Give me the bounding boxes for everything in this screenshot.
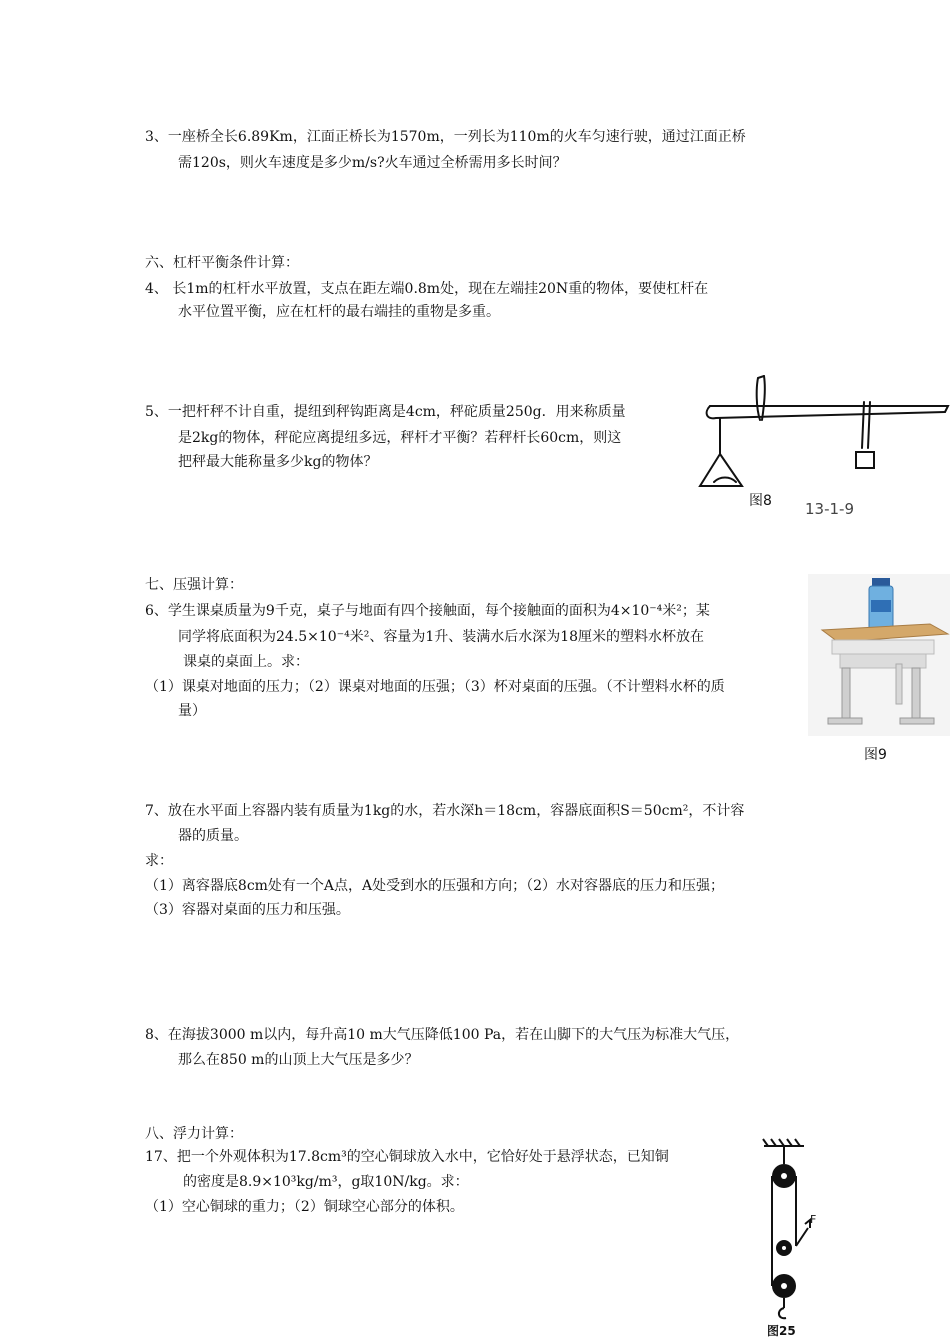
section-8-heading: 八、浮力计算： — [145, 1126, 243, 1142]
q5-line2: 是2kg的物体，秤砣应离提纽多远，秤杆才平衡？若秤杆长60cm，则这 — [178, 430, 622, 446]
q6-line3: 课桌的桌面上。求： — [183, 654, 309, 670]
pulley-figure — [752, 1136, 822, 1326]
q6-line1: 6、学生课桌质量为9千克，桌子与地面有四个接触面，每个接触面的面积为4×10⁻⁴米²；某 — [145, 603, 710, 619]
q7-line3: 求： — [145, 853, 173, 869]
figure-9-caption: 图9 — [864, 747, 887, 763]
q7-line1: 7、放在水平面上容器内装有质量为1kg的水，若水深h＝18cm，容器底面积S＝50cm²，不计容 — [145, 803, 745, 819]
q17-line3: （1）空心铜球的重力；（2）铜球空心部分的体积。 — [145, 1199, 464, 1215]
figure-8-caption: 图8 — [749, 493, 772, 509]
q5-line3: 把秤最大能称量多少kg的物体？ — [178, 454, 378, 470]
q6-line4: （1）课桌对地面的压力；（2）课桌对地面的压强；（3）杯对桌面的压强。（不计塑料水杯的质 — [145, 679, 725, 695]
q6-line2: 同学将底面积为24.5×10⁻⁴米²、容量为1升、装满水后水深为18厘米的塑料水杯放在 — [178, 629, 705, 645]
q3-line1: 3、一座桥全长6.89Km，江面正桥长为1570m，一列长为110m的火车匀速行驶，通过江面正桥 — [145, 129, 746, 145]
q6-line5: 量） — [178, 703, 206, 719]
q7-line4: （1）离容器底8cm处有一个A点，A处受到水的压强和方向；（2）水对容器底的压力和压强； — [145, 878, 725, 894]
desk-figure — [808, 574, 950, 736]
q8-line1: 8、在海拔3000 m以内，每升高10 m大气压降低100 Pa，若在山脚下的大气压为标准大气压， — [145, 1027, 740, 1043]
section-6-heading: 六、杠杆平衡条件计算： — [145, 255, 299, 271]
q8-line2: 那么在850 m的山顶上大气压是多少？ — [178, 1052, 419, 1068]
section-7-heading: 七、压强计算： — [145, 577, 243, 593]
q5-line1: 5、一把杆秤不计自重，提纽到秤钩距离是4cm，秤砣质量250g．用来称质量 — [145, 404, 626, 420]
q7-line2: 器的质量。 — [178, 828, 248, 844]
figure-8-code: 13-1-9 — [805, 500, 854, 518]
force-label: F — [810, 1213, 817, 1226]
q4-line2: 水平位置平衡，应在杠杆的最右端挂的重物是多重。 — [178, 304, 500, 320]
q4-line1: 4、 长1m的杠杆水平放置，支点在距左端0.8m处，现在左端挂20N重的物体，要使杠杆在 — [145, 281, 709, 297]
q17-line2: 的密度是8.9×10³kg/m³，g取10N/kg。求： — [183, 1174, 469, 1190]
figure-25-caption: 图25 — [767, 1324, 796, 1338]
q17-line1: 17、把一个外观体积为17.8cm³的空心铜球放入水中，它恰好处于悬浮状态，已知铜 — [145, 1149, 669, 1165]
q7-line5: （3）容器对桌面的压力和压强。 — [145, 902, 350, 918]
q3-line2: 需120s，则火车速度是多少m/s?火车通过全桥需用多长时间？ — [178, 155, 567, 171]
